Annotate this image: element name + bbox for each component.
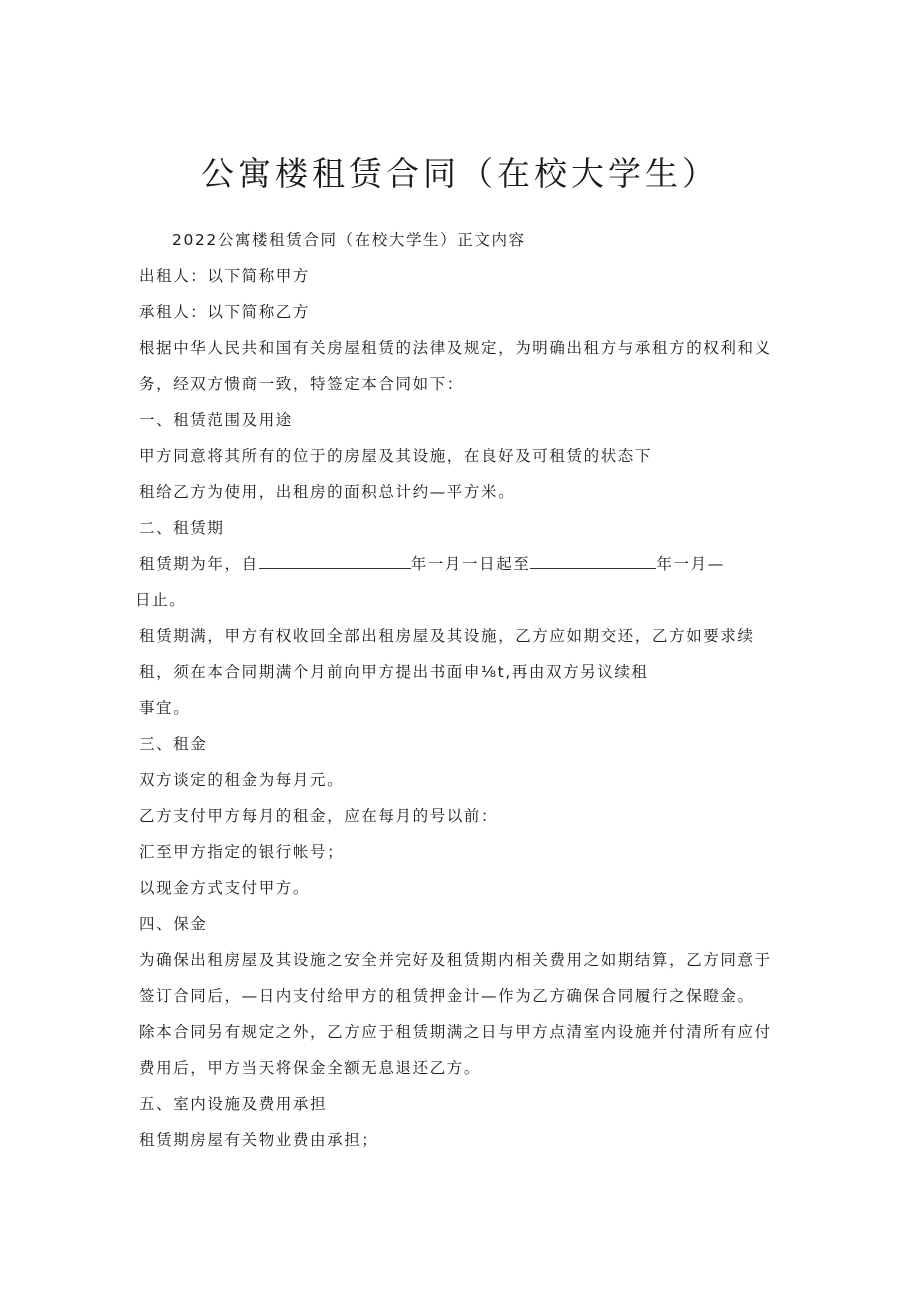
section-2-para-line-1: 租赁期满，甲方有权收回全部出租房屋及其设施，乙方应如期交还，乙方如要求续 <box>139 627 755 645</box>
section-1-line-1: 甲方同意将其所有的位于的房屋及其设施，在良好及可租赁的状态下 <box>139 447 653 465</box>
section-3-line-3: 汇至甲方指定的银行帐号； <box>139 843 345 861</box>
section-2-term-line <box>139 554 725 574</box>
term-text-c: 年一月— <box>656 555 725 573</box>
section-4-para-1-line-1: 为确保出租房屋及其设施之安全并完好及租赁期内相关费用之如期结算，乙方同意于 <box>139 951 772 969</box>
intro-line-1: 根据中华人民共和国有关房屋租赁的法律及规定，为明确出租方与承租方的权利和义 <box>139 339 772 357</box>
section-1-heading: 一、租赁范围及用途 <box>139 411 293 429</box>
lessor-line: 出租人：以下简称甲方 <box>139 267 311 285</box>
term-text-a: 租赁期为年，自 <box>139 555 259 573</box>
subtitle-line: 2022公寓楼租赁合同（在校大学生）正文内容 <box>172 231 526 249</box>
section-5-line-1: 租赁期房屋有关物业费由承担； <box>139 1131 379 1149</box>
intro-line-2: 务，经双方愦商一致，特签定本合同如下： <box>139 375 464 393</box>
section-2-para-line-2: 租，须在本合同期满个月前向甲方提出书面申⅛t,再由双方另议续租 <box>139 663 649 681</box>
end-year-blank <box>530 554 656 569</box>
section-2-heading: 二、租赁期 <box>139 519 225 537</box>
document-title: 公寓楼租赁合同（在校大学生） <box>201 154 719 193</box>
section-3-line-1: 双方谈定的租金为每月元。 <box>139 771 345 789</box>
section-1-line-2: 租给乙方为使用，出租房的面积总计约—平方米。 <box>139 483 516 501</box>
section-4-para-2-line-2: 费用后，甲方当天将保金全额无息退还乙方。 <box>139 1059 482 1077</box>
section-5-heading: 五、室内设施及费用承担 <box>139 1095 328 1113</box>
section-3-line-2: 乙方支付甲方每月的租金，应在每月的号以前： <box>139 807 499 825</box>
section-4-heading: 四、保金 <box>139 915 208 933</box>
term-text-b: 年一月一日起至 <box>410 555 531 573</box>
section-2-para-line-3: 事宜。 <box>139 699 191 717</box>
section-4-para-1-line-2: 签订合同后，—日内支付给甲方的租赁押金计—作为乙方确保合同履行之保瞪金。 <box>139 987 755 1005</box>
section-3-line-4: 以现金方式支付甲方。 <box>139 879 311 897</box>
start-year-blank <box>259 554 411 569</box>
section-2-term-end: 日止。 <box>135 591 187 609</box>
section-4-para-2-line-1: 除本合同另有规定之外，乙方应于租赁期满之日与甲方点清室内设施并付清所有应付 <box>139 1023 772 1041</box>
lessee-line: 承租人：以下简称乙方 <box>139 303 311 321</box>
section-3-heading: 三、租金 <box>139 735 208 753</box>
